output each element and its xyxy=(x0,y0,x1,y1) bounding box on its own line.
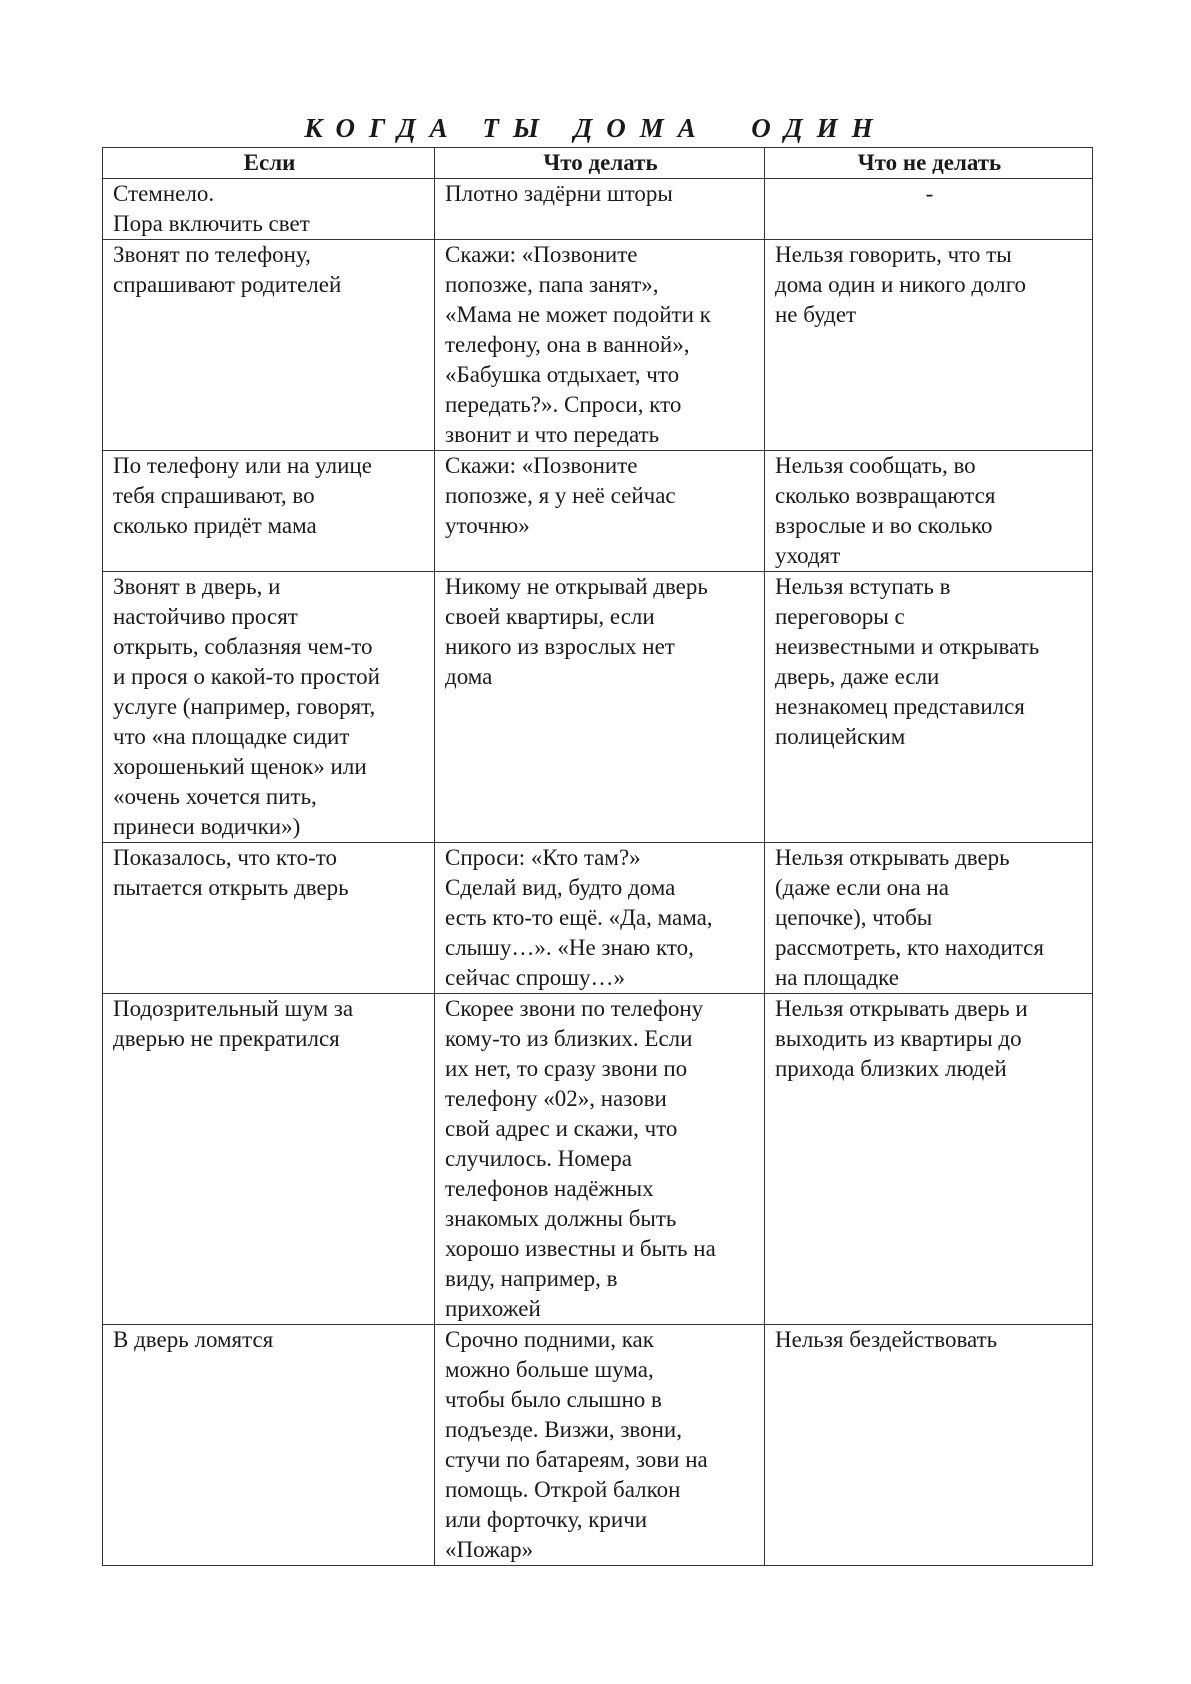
cell-text-line: «Бабушка отдыхает, что xyxy=(445,362,680,387)
cell-text-line: помощь. Открой балкон xyxy=(445,1477,681,1502)
cell-do xyxy=(435,843,765,994)
cell-text-line: дверь, даже если xyxy=(775,664,940,689)
cell-if xyxy=(103,572,435,843)
cell-text-line: уточню» xyxy=(445,513,530,538)
cell-text-line: (даже если она на xyxy=(775,875,949,900)
cell-text-line: их нет, то сразу звони по xyxy=(445,1056,688,1081)
cell-if xyxy=(103,451,435,572)
table-header-row xyxy=(103,148,1093,179)
cell-dont xyxy=(765,451,1093,572)
cell-text-line: полицейским xyxy=(775,724,906,749)
cell-text-line: Показалось, что кто-то xyxy=(113,845,337,870)
cell-text-line: сейчас спрошу…» xyxy=(445,965,625,990)
column-header-dont: Что не делать xyxy=(765,148,1093,179)
cell-text-line: дома один и никого долго xyxy=(775,272,1027,297)
cell-text-line: Нельзя открывать дверь и xyxy=(775,996,1028,1021)
cell-if xyxy=(103,843,435,994)
cell-text-line: виду, например, в xyxy=(445,1266,618,1291)
cell-text-line: Скорее звони по телефону xyxy=(445,996,704,1021)
cell-text-line: свой адрес и скажи, что xyxy=(445,1116,678,1141)
table-row xyxy=(103,179,1093,240)
cell-text-line: «очень хочется пить, xyxy=(113,784,317,809)
column-header-do: Что делать xyxy=(435,148,765,179)
cell-if xyxy=(103,179,435,240)
cell-text-line: Звонят по телефону, xyxy=(113,242,311,267)
cell-text-line: дома xyxy=(445,664,493,689)
cell-text-line: тебя спрашивают, во xyxy=(113,483,315,508)
cell-text-line: попозже, я у неё сейчас xyxy=(445,483,676,508)
cell-text-line: «Мама не может подойти к xyxy=(445,302,711,327)
cell-do xyxy=(435,572,765,843)
cell-text-line: Стемнело. xyxy=(113,181,215,206)
table-row xyxy=(103,994,1093,1325)
cell-text-line: услуге (например, говорят, xyxy=(113,694,376,719)
cell-text-line: Нельзя открывать дверь xyxy=(775,845,1010,870)
cell-do xyxy=(435,240,765,451)
table-row xyxy=(103,240,1093,451)
cell-text-line: подъезде. Визжи, звони, xyxy=(445,1417,682,1442)
table-row xyxy=(103,843,1093,994)
cell-dont xyxy=(765,572,1093,843)
cell-text-line: - xyxy=(925,181,934,206)
table-row xyxy=(103,1325,1093,1566)
cell-text-line: принеси водички») xyxy=(113,814,301,839)
cell-text-line: хорошенький щенок» или xyxy=(113,754,367,779)
cell-text-line: пытается открыть дверь xyxy=(113,875,349,900)
cell-do xyxy=(435,994,765,1325)
cell-text-line: По телефону или на улице xyxy=(113,453,372,478)
cell-text-line: В дверь ломятся xyxy=(113,1327,274,1352)
cell-text-line: прихожей xyxy=(445,1296,541,1321)
cell-text-line: хорошо известны и быть на xyxy=(445,1236,716,1261)
cell-text-line: настойчиво просят xyxy=(113,604,298,629)
cell-text-line: дверью не прекратился xyxy=(113,1026,340,1051)
cell-text-line: слышу…». «Не знаю кто, xyxy=(445,935,694,960)
page-title: КОГДА ТЫ ДОМА ОДИН xyxy=(304,113,887,143)
cell-text-line: сколько возвращаются xyxy=(775,483,996,508)
cell-text-line: никого из взрослых нет xyxy=(445,634,675,659)
cell-text-line: «Пожар» xyxy=(445,1537,534,1562)
cell-text-line: переговоры с xyxy=(775,604,905,629)
cell-dont xyxy=(765,1325,1093,1566)
cell-dont xyxy=(765,994,1093,1325)
cell-do xyxy=(435,1325,765,1566)
cell-text-line: Нельзя вступать в xyxy=(775,574,951,599)
cell-text-line: Спроси: «Кто там?» xyxy=(445,845,641,870)
cell-dont xyxy=(765,843,1093,994)
cell-text-line: знакомых должны быть xyxy=(445,1206,677,1231)
cell-text-line: попозже, папа занят», xyxy=(445,272,659,297)
cell-text-line: рассмотреть, кто находится xyxy=(775,935,1044,960)
cell-text-line: взрослые и во сколько xyxy=(775,513,993,538)
cell-text-line: незнакомец представился xyxy=(775,694,1025,719)
cell-if xyxy=(103,1325,435,1566)
cell-text-line: спрашивают родителей xyxy=(113,272,342,297)
cell-text-line: Звонят в дверь, и xyxy=(113,574,281,599)
cell-text-line: звонит и что передать xyxy=(445,422,660,447)
cell-text-line: Подозрительный шум за xyxy=(113,996,354,1021)
cell-if xyxy=(103,994,435,1325)
cell-text-line: Сделай вид, будто дома xyxy=(445,875,676,900)
cell-text-line: своей квартиры, если xyxy=(445,604,655,629)
cell-text-line: Никому не открывай дверь xyxy=(445,574,708,599)
cell-text-line: Нельзя бездействовать xyxy=(775,1327,998,1352)
cell-text-line: можно больше шума, xyxy=(445,1357,654,1382)
cell-text-line: Плотно задёрни шторы xyxy=(445,181,673,206)
cell-text-line: Нельзя сообщать, во xyxy=(775,453,976,478)
safety-table xyxy=(102,147,1093,1566)
cell-dont xyxy=(765,240,1093,451)
cell-text-line: Нельзя говорить, что ты xyxy=(775,242,1012,267)
cell-text-line: что «на площадке сидит xyxy=(113,724,350,749)
cell-text-line: Срочно подними, как xyxy=(445,1327,654,1352)
cell-text-line: Скажи: «Позвоните xyxy=(445,242,638,267)
cell-text-line: сколько придёт мама xyxy=(113,513,317,538)
cell-text-line: передать?». Спроси, кто xyxy=(445,392,682,417)
cell-text-line: кому-то из близких. Если xyxy=(445,1026,693,1051)
table-row xyxy=(103,572,1093,843)
cell-text-line: телефонов надёжных xyxy=(445,1176,654,1201)
cell-text-line: телефону «02», назови xyxy=(445,1086,667,1111)
cell-text-line: неизвестными и открывать xyxy=(775,634,1040,659)
cell-text-line: стучи по батареям, зови на xyxy=(445,1447,708,1472)
cell-text-line: Скажи: «Позвоните xyxy=(445,453,638,478)
cell-text-line: выходить из квартиры до xyxy=(775,1026,1022,1051)
cell-text-line: цепочке), чтобы xyxy=(775,905,933,930)
table-body xyxy=(103,179,1093,1566)
cell-do xyxy=(435,179,765,240)
cell-text-line: прихода близких людей xyxy=(775,1056,1007,1081)
cell-text-line: на площадке xyxy=(775,965,899,990)
cell-text-line: не будет xyxy=(775,302,857,327)
cell-dont xyxy=(765,179,1093,240)
cell-text-line: телефону, она в ванной», xyxy=(445,332,690,357)
cell-text-line: Пора включить свет xyxy=(113,211,310,236)
cell-text-line: или форточку, кричи xyxy=(445,1507,648,1532)
cell-text-line: уходят xyxy=(775,543,841,568)
cell-text-line: случилось. Номера xyxy=(445,1146,632,1171)
cell-do xyxy=(435,451,765,572)
cell-text-line: есть кто-то ещё. «Да, мама, xyxy=(445,905,713,930)
cell-text-line: открыть, соблазняя чем-то xyxy=(113,634,373,659)
cell-text-line: чтобы было слышно в xyxy=(445,1387,662,1412)
cell-text-line: и прося о какой-то простой xyxy=(113,664,380,689)
cell-if xyxy=(103,240,435,451)
column-header-if: Если xyxy=(103,148,435,179)
table-row xyxy=(103,451,1093,572)
